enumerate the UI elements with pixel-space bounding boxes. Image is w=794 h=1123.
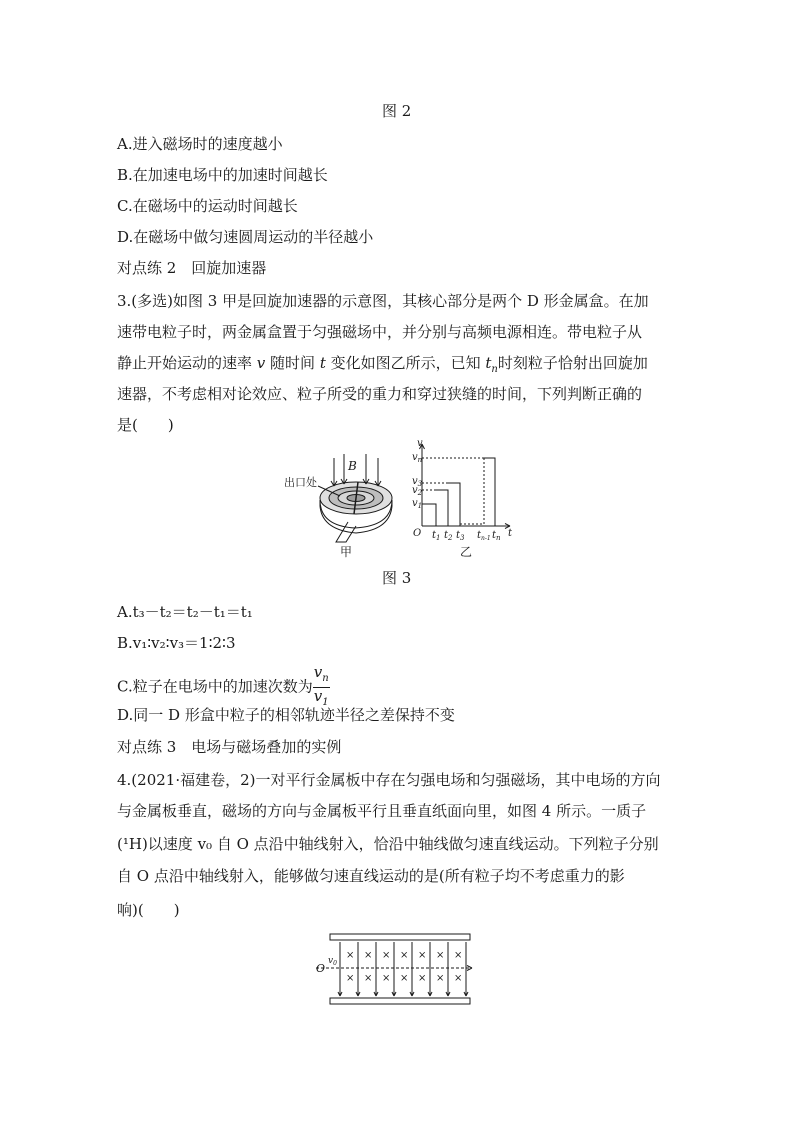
- v2-label: $v_2$: [412, 485, 423, 497]
- cross-mark: ×: [436, 950, 445, 961]
- q3-option-d: D.同一 D 形盒中粒子的相邻轨迹半径之差保持不变: [117, 706, 455, 724]
- tn-1-label: $t_{n-1}$: [477, 530, 491, 542]
- cross-mark: ×: [436, 973, 445, 984]
- q2-option-c: C.在磁场中的运动时间越长: [117, 197, 298, 215]
- q3-option-c: [117, 664, 330, 711]
- q3-var-t: t: [319, 354, 326, 372]
- q3-line3: [117, 353, 648, 380]
- cross-mark: ×: [346, 950, 355, 961]
- q2-option-b: B.在加速电场中的加速时间越长: [117, 166, 328, 184]
- cross-mark: ×: [346, 973, 355, 984]
- tn-label: $t_n$: [492, 530, 501, 542]
- q3-var-tn-sub: n: [491, 364, 498, 375]
- fig4-diagram: [310, 928, 485, 1008]
- cross-mark: ×: [418, 973, 427, 984]
- q4-line1: 4.(2021·福建卷，2)一对平行金属板中存在匀强电场和匀强磁场，其中电场的方向: [117, 771, 661, 789]
- fig3-right-label: 乙: [460, 545, 473, 559]
- q3-option-c-text: C.粒子在电场中的加速次数为: [117, 677, 313, 696]
- fig3-left-label: 甲: [340, 545, 353, 559]
- fraction: [313, 664, 330, 711]
- fig4-v0-label: $v_0$: [328, 956, 337, 967]
- cross-marks: [346, 950, 462, 984]
- q4-line5: 响)( ): [117, 901, 180, 919]
- section3-title: 对点练 3 电场与磁场叠加的实例: [117, 738, 342, 756]
- cross-mark: ×: [400, 973, 409, 984]
- q2-option-a: A.进入磁场时的速度越小: [117, 135, 283, 153]
- t3-label: $t_3$: [456, 530, 465, 542]
- cross-mark: ×: [364, 973, 373, 984]
- q4-line2: 与金属板垂直，磁场的方向与金属板平行且垂直纸面向里，如图 4 所示。一质子: [117, 802, 647, 820]
- fig3-diagram: [270, 438, 520, 568]
- fraction-numerator: $v_n$: [313, 664, 330, 688]
- q3-line3-c: 变化如图乙所示，已知: [325, 354, 486, 372]
- q3-line4: 速器，不考虑相对论效应、粒子所受的重力和穿过狭缝的时间，下列判断正确的: [117, 385, 643, 403]
- fig2-caption: 图 2: [382, 102, 412, 120]
- fig3-caption: 图 3: [382, 569, 412, 587]
- q3-line2: 速带电粒子时，两金属盒置于匀强磁场中，并分别与高频电源相连。带电粒子从: [117, 323, 643, 341]
- cross-mark: ×: [400, 950, 409, 961]
- q3-option-b: B.v₁∶v₂∶v₃＝1∶2∶3: [117, 634, 236, 652]
- q3-var-tn: t: [485, 354, 492, 372]
- q3-line5: 是( ): [117, 416, 174, 434]
- q3-line1: 3.(多选)如图 3 甲是回旋加速器的示意图，其核心部分是两个 D 形金属盒。在加: [117, 292, 649, 310]
- q3-line3-b: 随时间: [265, 354, 320, 372]
- cross-mark: ×: [454, 950, 463, 961]
- vn-label: $v_n$: [412, 452, 423, 464]
- origin-label: O: [413, 528, 422, 539]
- axis-v-label: v: [417, 438, 423, 449]
- q2-option-d: D.在磁场中做匀速圆周运动的半径越小: [117, 228, 374, 246]
- t2-label: $t_2$: [444, 530, 453, 542]
- q4-line3: (¹H)以速度 v₀ 自 O 点沿中轴线射入，恰沿中轴线做匀速直线运动。下列粒子分别: [117, 835, 659, 853]
- q3-line3-a: 静止开始运动的速率: [117, 354, 257, 372]
- section2-title: 对点练 2 回旋加速器: [117, 259, 267, 277]
- cross-mark: ×: [364, 950, 373, 961]
- v1-label: $v_1$: [412, 498, 423, 510]
- exit-label: 出口处: [284, 476, 317, 489]
- cross-mark: ×: [454, 973, 463, 984]
- cross-mark: ×: [418, 950, 427, 961]
- q3-var-v: v: [256, 354, 266, 372]
- cross-mark: ×: [382, 950, 391, 961]
- cross-mark: ×: [382, 973, 391, 984]
- fig4-origin-label: O: [316, 962, 326, 975]
- b-field-label: B: [348, 459, 357, 473]
- axis-t-label: t: [508, 528, 513, 539]
- fraction-denominator: $v_1$: [313, 687, 329, 708]
- q4-line4: 自 O 点沿中轴线射入，能够做匀速直线运动的是(所有粒子均不考虑重力的影: [117, 867, 625, 885]
- vt-graph: [420, 444, 511, 529]
- q3-option-a: A.t₃－t₂＝t₂－t₁＝t₁: [117, 603, 253, 621]
- v3-label: $v_3$: [412, 476, 423, 488]
- t1-label: $t_1$: [432, 530, 441, 542]
- q3-line3-d: 时刻粒子恰射出回旋加: [497, 354, 648, 372]
